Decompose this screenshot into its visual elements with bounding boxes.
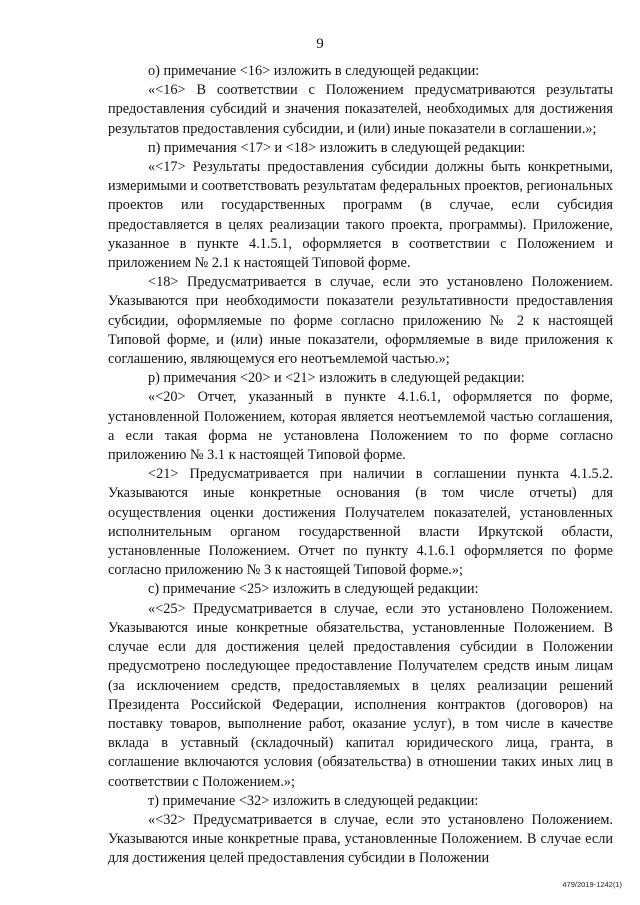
paragraph-item-r-intro: р) примечания <20> и <21> изложить в следующей редакции: — [148, 370, 525, 387]
paragraph-item-p-intro: п) примечания <17> и <18> изложить в следующей редакции: — [148, 139, 526, 156]
paragraph-note-17: «<17> Результаты предоставления субсидии должны быть конкретными, измеримыми и соответствовать результатам федеральных проектов, региональных проектов или государственных программ (в случае, если субсидия предоставляется в целях реализации такого проекта, программы). Приложение, указанное в пункте 4.1.5.1, оформляется в соответствии с Положением и приложением № 2.1 к настоящей Типовой форме. — [108, 159, 613, 272]
footer-document-code: 479/2019-1242(1) — [562, 880, 622, 889]
paragraph-item-s-intro: с) примечание <25> изложить в следующей редакции: — [148, 581, 479, 598]
paragraph-note-21: <21> Предусматривается при наличии в соглашении пункта 4.1.5.2. Указываются иные конкретные основания (в том числе отчеты) для осуществления оценки достижения Получателем показателей, установленных исполнительным органом государственной власти Иркутской области, установленные Положением. Отчет по пункту 4.1.6.1 оформляется по форме согласно приложению № 3 к настоящей Типовой форме.»; — [108, 466, 613, 579]
paragraph-note-16: «<16> В соответствии с Положением предусматриваются результаты предоставления субсидий и значения показателей, необходимых для достижения результатов предоставления субсидии, и (или) иные показатели в соглашении.»; — [108, 82, 613, 137]
paragraph-note-20: «<20> Отчет, указанный в пункте 4.1.6.1, оформляется по форме, установленной Положением, которая является неотъемлемой частью соглашения, а если такая форма не установлена Положением то по форме согласно приложению № 3.1 к настоящей Типовой форме. — [108, 389, 613, 464]
document-body — [108, 62, 613, 869]
page-number: 9 — [316, 36, 324, 52]
paragraph-item-t-intro: т) примечание <32> изложить в следующей редакции: — [148, 792, 479, 809]
paragraph-note-32: «<32> Предусматривается в случае, если это установлено Положением. Указываются иные конкретные права, установленные Положением. В случае если для достижения целей предоставления субсидии в Положении — [108, 811, 613, 867]
paragraph-note-18: <18> Предусматривается в случае, если это установлено Положением. Указываются при необходимости показатели результативности предоставления субсидии, оформляемые по форме согласно приложению № 2 к настоящей Типовой форме, и (или) иные показатели, оформляемые в виде приложения к соглашению, являющемуся его неотъемлемой частью.»; — [108, 274, 613, 368]
paragraph-item-o-intro: о) примечание <16> изложить в следующей редакции: — [148, 63, 480, 79]
paragraph-note-25: «<25> Предусматривается в случае, если это установлено Положением. Указываются иные конкретные обязательства, установленные Положением. В случае если для достижения целей предоставления субсидии в Положении предусмотрено последующее предоставление Получателем средств иным лицам (за исключением средств, предоставляемых в целях реализации решений Президента Российской Федерации, исполнения контрактов (договоров) на поставку товаров, выполнение работ, оказание услуг), в том числе в качестве вклада в уставный (складочный) капитал юридического лица, гранта, в соглашение включаются условия (обязательства) в отношении таких иных лиц в соответствии с Положением.»; — [108, 600, 613, 790]
